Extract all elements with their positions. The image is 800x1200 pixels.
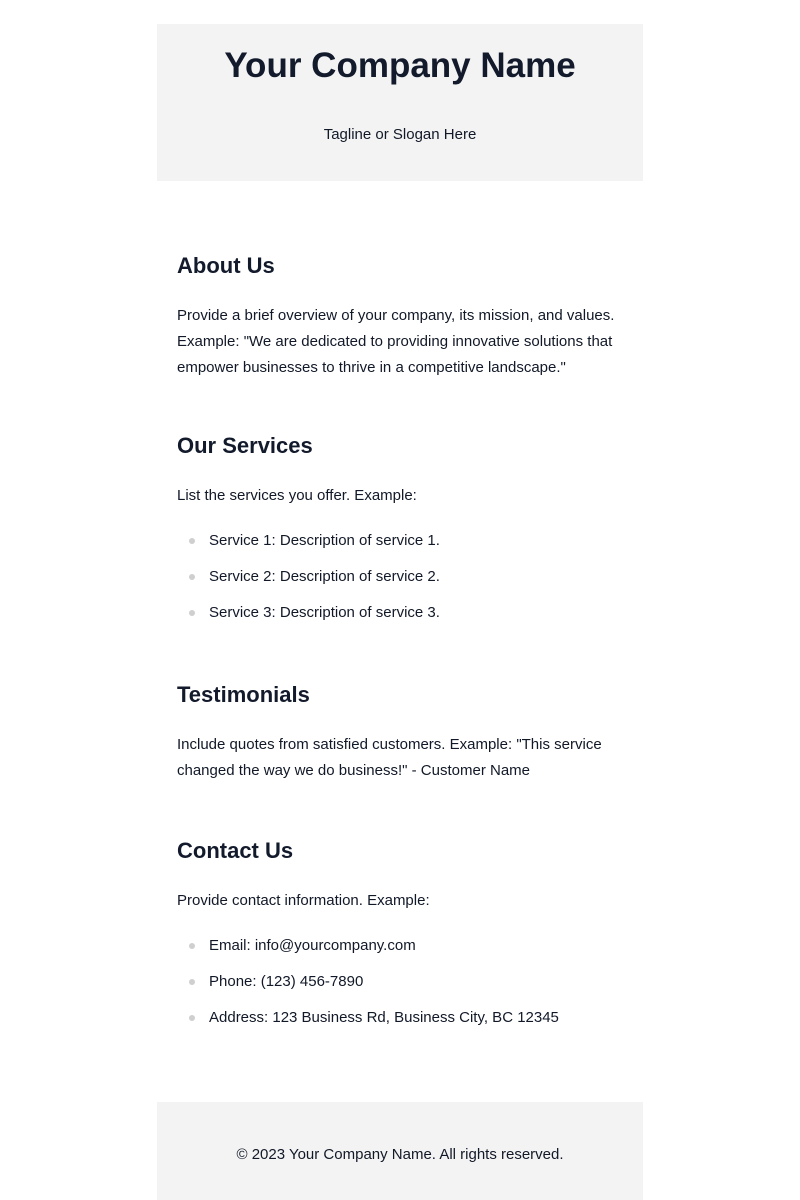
tagline: Tagline or Slogan Here bbox=[323, 126, 477, 143]
services-section bbox=[177, 430, 623, 626]
service-item-2: Service 2: Description of service 2. bbox=[177, 564, 623, 590]
copyright-text: © 2023 Your Company Name. All rights reserved. bbox=[236, 1146, 564, 1163]
page-footer bbox=[157, 1102, 643, 1200]
page-header bbox=[157, 24, 643, 181]
services-heading: Our Services bbox=[177, 433, 313, 459]
contact-section bbox=[177, 835, 623, 1031]
contact-phone: Phone: (123) 456-7890 bbox=[177, 969, 623, 995]
contact-address: Address: 123 Business Rd, Business City, BC 12345 bbox=[177, 1005, 623, 1031]
about-text: Provide a brief overview of your company, its mission, and values. Example: "We are dedicated to providing innovative solutions that empower businesses to thrive in a competitive landscape." bbox=[177, 307, 615, 376]
testimonials-text: Include quotes from satisfied customers. Example: "This service changed the way we do business!" - Customer Name bbox=[177, 736, 602, 779]
company-name: Your Company Name bbox=[224, 46, 576, 85]
contact-intro: Provide contact information. Example: bbox=[177, 891, 430, 909]
contact-list bbox=[177, 933, 623, 1031]
contact-email: Email: info@yourcompany.com bbox=[177, 933, 623, 959]
services-intro: List the services you offer. Example: bbox=[177, 487, 417, 505]
contact-heading: Contact Us bbox=[177, 837, 294, 863]
service-item-1: Service 1: Description of service 1. bbox=[177, 528, 623, 554]
service-item-3: Service 3: Description of service 3. bbox=[177, 600, 623, 626]
testimonials-heading: Testimonials bbox=[177, 682, 310, 708]
testimonials-section bbox=[177, 679, 623, 784]
about-heading: About Us bbox=[177, 253, 275, 278]
main-content bbox=[157, 250, 643, 1041]
about-section bbox=[177, 250, 623, 380]
services-list bbox=[177, 528, 623, 626]
